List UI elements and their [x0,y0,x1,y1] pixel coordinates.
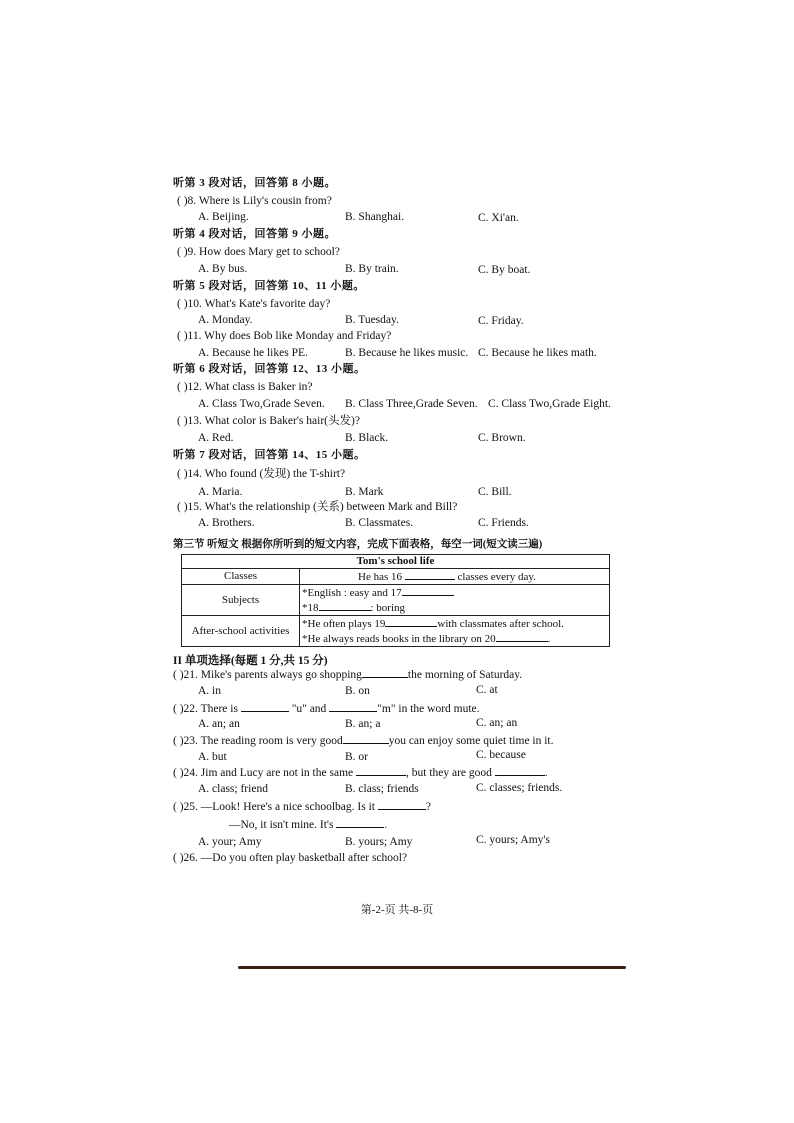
question-9: ( )9. How does Mary get to school? [177,246,340,258]
subjects-label: Subjects [182,585,300,616]
q23-stem-pre: ( )23. The reading room is very good [173,735,343,747]
q13-option-c: C. Brown. [478,432,526,444]
q14-option-a: A. Maria. [198,486,243,498]
q25-option-a: A. your; Amy [198,836,262,848]
q22-option-b: B. an; a [345,718,381,730]
q15-option-b: B. Classmates. [345,517,414,529]
question-10: ( )10. What's Kate's favorite day? [177,298,331,310]
q25-line2-pre: —No, it isn't mine. It's [229,819,334,831]
q11-option-a: A. Because he likes PE. [198,347,308,359]
subjects-line-1: *English : easy and 17 [302,587,402,599]
q12-option-b: B. Class Three,Grade Seven. [345,398,478,410]
q11-option-b: B. Because he likes music. [345,347,469,359]
q24-blank-2[interactable] [495,765,545,776]
q13-option-a: A. Red. [198,432,234,444]
q22-option-c: C. an; an [476,717,518,729]
q12-option-c: C. Class Two,Grade Eight. [488,398,611,410]
table-title: Tom's school life [182,555,610,569]
q21-option-c: C. at [476,684,498,696]
question-13: ( )13. What color is Baker's hair(头发)? [177,415,360,427]
q22-blank-2[interactable] [329,701,377,712]
q21-stem-post: the morning of Saturday. [407,669,523,681]
activities-cell [300,616,610,647]
activities-line-1b: with classmates after school. [437,618,564,630]
q24-stem-mid: , but they are good [406,767,492,779]
q22-stem-pre: ( )22. There is [173,703,238,715]
q10-option-b: B. Tuesday. [345,314,399,326]
dialogue-7-instruction: 听第 7 段对话，回答第 14、15 小题。 [173,449,366,461]
q25-option-c: C. yours; Amy's [476,834,550,846]
blank-18[interactable] [319,600,371,611]
tom-school-life-table [181,554,610,647]
activities-line-2a: *He always reads books in the library on 20 [302,633,496,645]
question-14: ( )14. Who found (发现) the T-shirt? [177,468,346,480]
q23-option-b: B. or [345,751,368,763]
q22-stem-mid: "u" and [291,703,327,715]
question-25 [173,799,431,814]
q9-option-a: A. By bus. [198,263,248,275]
q15-option-c: C. Friends. [478,517,529,529]
q9-option-c: C. By boat. [478,264,531,276]
blank-17[interactable] [402,585,454,596]
question-26: ( )26. —Do you often play basketball after school? [173,852,408,864]
activities-label: After-school activities [182,616,300,647]
blank-20[interactable] [496,631,548,642]
q8-option-c: C. Xi'an. [478,212,519,224]
q24-option-c: C. classes; friends. [476,782,563,794]
q22-option-a: A. an; an [198,718,240,730]
q24-stem-post: . [544,767,548,779]
activities-line-1a: *He often plays 19 [302,618,386,630]
classes-cell [300,569,610,585]
q23-option-a: A. but [198,751,227,763]
q21-stem-pre: ( )21. Mike's parents always go shopping [173,669,362,681]
q25-line2-post: . [384,819,388,831]
question-23 [173,733,554,748]
q8-option-b: B. Shanghai. [345,211,405,223]
bottom-rule [238,966,626,969]
question-24 [173,765,548,780]
q25-stem-pre: ( )25. —Look! Here's a nice schoolbag. Is it [173,801,375,813]
classes-label: Classes [182,569,300,585]
subjects-cell [300,585,610,616]
question-12: ( )12. What class is Baker in? [177,381,313,393]
q25-stem-post: ? [425,801,431,813]
q14-option-c: C. Bill. [478,486,512,498]
q8-option-a: A. Beijing. [198,211,249,223]
dialogue-5-instruction: 听第 5 段对话，回答第 10、11 小题。 [173,280,365,292]
q25-blank-1[interactable] [378,799,426,810]
q23-stem-post: you can enjoy some quiet time in it. [388,735,554,747]
q21-option-b: B. on [345,685,370,697]
q13-option-b: B. Black. [345,432,389,444]
q11-option-c: C. Because he likes math. [478,347,597,359]
subjects-line-2b: : boring [370,602,406,614]
dialogue-3-instruction: 听第 3 段对话，回答第 8 小题。 [173,177,336,189]
q22-stem-post: "m" in the word mute. [377,703,480,715]
question-25-line-2 [229,817,387,832]
q23-option-c: C. because [476,749,526,761]
q24-option-a: A. class; friend [198,783,268,795]
q9-option-b: B. By train. [345,263,399,275]
q15-option-a: A. Brothers. [198,517,255,529]
section-3-heading: 第三节 听短文 根据你所听到的短文内容，完成下面表格，每空一词(短文读三遍) [173,539,543,550]
q12-option-a: A. Class Two,Grade Seven. [198,398,325,410]
classes-text-b: classes every day. [457,571,536,583]
question-21 [173,667,522,682]
question-15: ( )15. What's the relationship (关系) between Mark and Bill? [177,501,458,513]
q24-blank-1[interactable] [356,765,406,776]
subjects-line-2a: *18 [302,602,319,614]
q14-option-b: B. Mark [345,486,384,498]
page-number: 第-2-页 共-8-页 [360,904,434,916]
dialogue-6-instruction: 听第 6 段对话，回答第 12、13 小题。 [173,363,366,375]
q21-blank[interactable] [362,667,408,678]
dialogue-4-instruction: 听第 4 段对话，回答第 9 小题。 [173,228,336,240]
blank-19[interactable] [385,616,437,627]
q10-option-c: C. Friday. [478,315,524,327]
q25-option-b: B. yours; Amy [345,836,413,848]
q21-option-a: A. in [198,685,221,697]
activities-line-2b: . [547,633,551,645]
q25-blank-2[interactable] [336,817,384,828]
question-8: ( )8. Where is Lily's cousin from? [177,195,332,207]
part-2-heading: II 单项选择(每题 1 分,共 15 分) [173,655,328,667]
blank-16[interactable] [405,569,455,580]
q22-blank-1[interactable] [241,701,289,712]
q10-option-a: A. Monday. [198,314,253,326]
question-11: ( )11. Why does Bob like Monday and Friday? [177,330,392,342]
q24-stem-pre: ( )24. Jim and Lucy are not in the same [173,767,354,779]
classes-text-a: He has 16 [358,571,402,583]
question-22 [173,701,480,716]
q24-option-b: B. class; friends [345,783,419,795]
q23-blank[interactable] [343,733,389,744]
